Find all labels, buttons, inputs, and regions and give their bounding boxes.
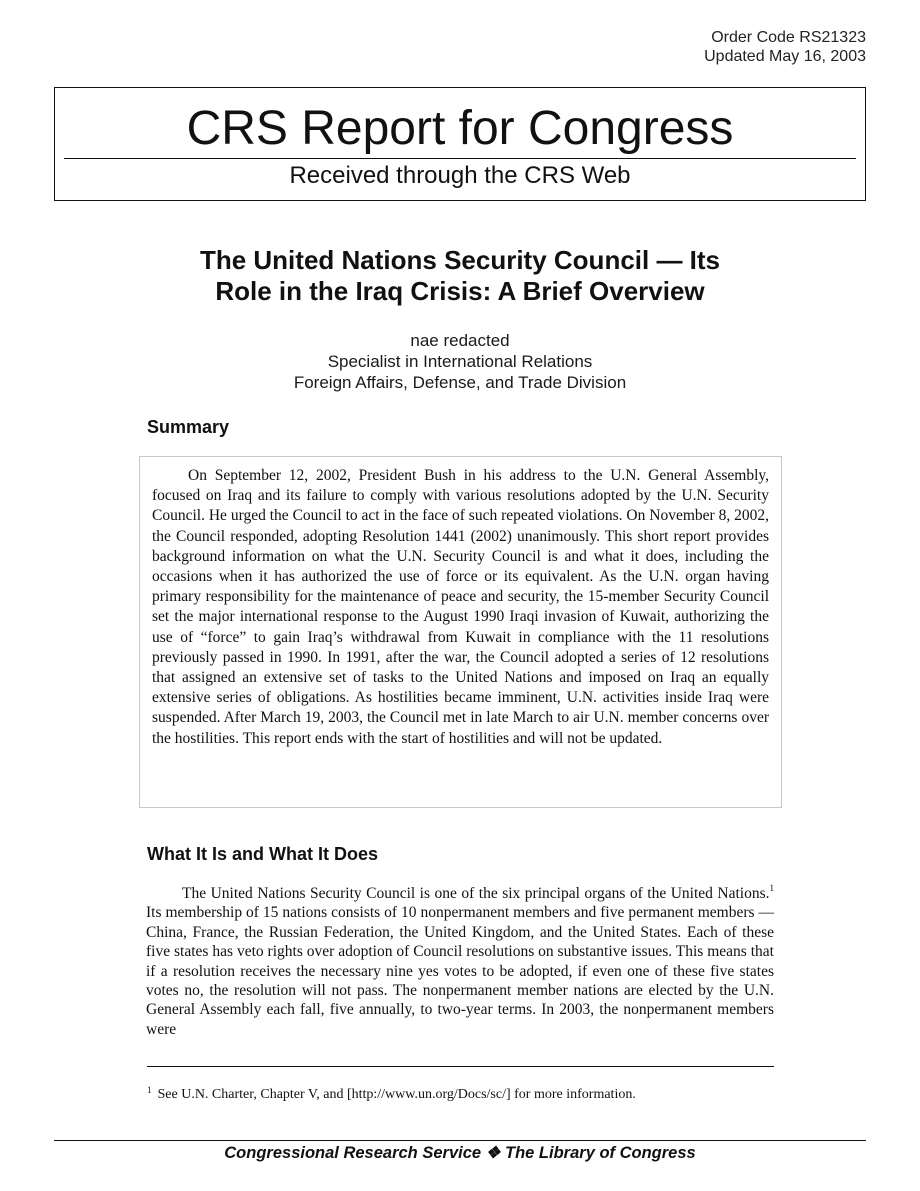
body-paragraph: [146, 884, 774, 1039]
footnote-reference[interactable]: 1: [769, 882, 774, 893]
author-title: Specialist in International Relations: [327, 352, 593, 371]
order-code: Order Code RS21323: [711, 29, 866, 46]
masthead-subtitle: Received through the CRS Web: [289, 162, 631, 189]
section-heading-what-it-is: What It Is and What It Does: [147, 844, 379, 864]
body-text-part2: Its membership of 15 nations consists of 10 nonpermanent members and five permanent members — China, France, the Russian Federation, the United Kingdom, and the United States. Each of these five states has veto rights over adoption of Council resolutions on substantive issues. This means that if a resolution receives the necessary nine yes votes to be adopted, if even one of these five states votes no, the resolution will not pass. The nonpermanent member nations are elected by the U.N. General Assembly each fall, five annually, to two-year terms. In 2003, the nonpermanent members were: [146, 904, 774, 1038]
footnote-text: See U.N. Charter, Chapter V, and [http://www.un.org/Docs/sc/] for more information.: [157, 1087, 636, 1102]
report-title-line1: The United Nations Security Council — Its: [199, 245, 721, 275]
masthead-title: CRS Report for Congress: [186, 102, 734, 155]
footnote: [147, 1086, 774, 1104]
footnote-mark: 1: [147, 1085, 152, 1095]
author-division: Foreign Affairs, Defense, and Trade Division: [293, 373, 627, 392]
footer-rule: [54, 1140, 866, 1141]
report-title: [90, 245, 830, 307]
summary-text: On September 12, 2002, President Bush in his address to the U.N. General Assembly, focused on Iraq and its failure to comply with various resolutions adopted by the U.N. Security Council. He urged the Council to act in the face of such repeated violations. On November 8, 2002, the Council responded, adopting Resolution 1441 (2002) unanimously. This short report provides background information on what the U.N. Security Council is and what it does, including the occasions when it has authorized the use of force or its equivalent. As the U.N. organ having primary responsibility for the maintenance of peace and security, the 15-member Security Council set the major international response to the August 1990 Iraqi invasion of Kuwait, authorizing the use of “force” to gain Iraq’s withdrawal from Kuwait in compliance with the 11 resolutions previously passed in 1990. In 1991, after the war, the Council adopted a series of 12 resolutions that assigned an extensive set of tasks to the United Nations and imposed on Iraq an equally extensive series of obligations. As hostilities became imminent, U.N. activities inside Iraq were suspended. After March 19, 2003, the Council met in late March to air U.N. member concerns over the hostilities. This report ends with the start of hostilities and will not be updated.: [152, 467, 769, 747]
summary-box: [139, 456, 782, 808]
author-name: nae redacted: [410, 331, 510, 350]
body-text-part1: The United Nations Security Council is one of the six principal organs of the United Nations.: [182, 885, 770, 902]
masthead-rule: [64, 158, 856, 159]
footnote-rule: [147, 1066, 774, 1067]
summary-heading: Summary: [147, 417, 230, 437]
order-code-block: [704, 28, 866, 66]
author-block: [160, 330, 760, 393]
updated-date: Updated May 16, 2003: [704, 48, 866, 65]
page-footer: Congressional Research Service ❖ The Library of Congress: [224, 1144, 696, 1162]
masthead: [54, 87, 866, 201]
report-title-line2: Role in the Iraq Crisis: A Brief Overview: [215, 276, 705, 306]
